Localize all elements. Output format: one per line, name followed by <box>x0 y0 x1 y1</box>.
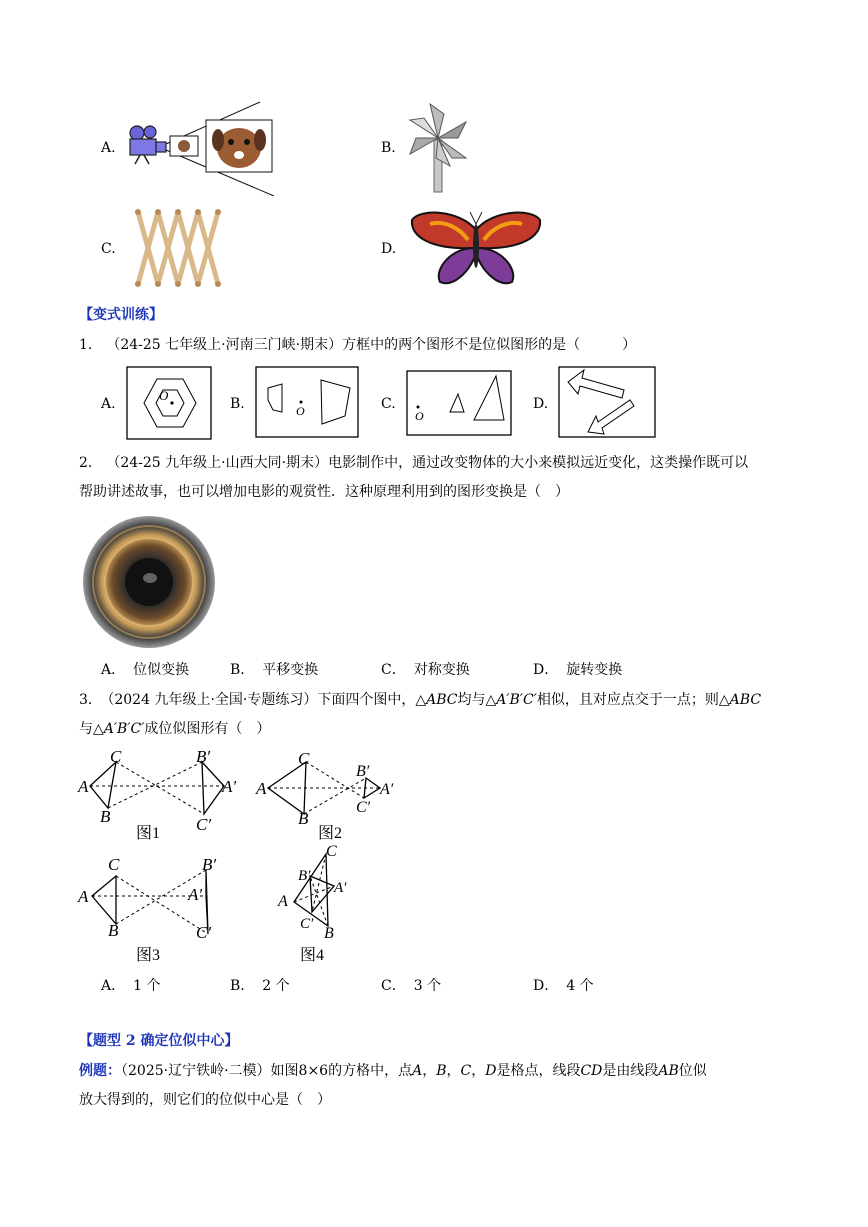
q3-line2 <box>79 718 270 740</box>
q3-abc4: △A′B′C′ <box>93 721 145 737</box>
example-segment-ab: AB <box>658 1063 679 1079</box>
q3-source: （2024 九年级上·全国·专题练习） <box>100 692 318 708</box>
fig3-label-b1: B′ <box>202 855 217 874</box>
q2-line2: 帮助讲述故事，也可以增加电影的观赏性．这种原理利用到的图形变换是（ ） <box>79 484 569 500</box>
q3-text-1a: 下面四个图中， <box>317 692 416 708</box>
q1-option-d: D. <box>533 396 549 412</box>
q3-opt-d-letter: D． <box>533 978 559 994</box>
q3-abc3: △ABC <box>718 692 762 708</box>
example-point-b: B <box>436 1063 447 1079</box>
fig2-label-b1: B′ <box>356 763 370 780</box>
q2-number: 2. <box>79 455 93 471</box>
q3-text-2a: 与 <box>79 721 93 737</box>
q2-opt-c-letter: C． <box>381 662 406 678</box>
variant-training-heading: 【变式训练】 <box>79 307 163 323</box>
q3-text-1c: 相似，且对应点交于一点；则 <box>536 692 719 708</box>
fig2-label-a: A <box>256 779 267 798</box>
q3-opt-b-letter: B． <box>230 978 255 994</box>
q2-opt-b-text: 平移变换 <box>262 662 319 678</box>
example-point-d: D <box>485 1063 497 1079</box>
q3-option-b <box>230 975 290 997</box>
q3-opt-a-text: 1 个 <box>133 978 161 994</box>
fig1-label-b1: B′ <box>196 748 211 766</box>
fig3-label-a1: A′ <box>188 885 203 904</box>
fig3-caption: 图3 <box>136 947 161 964</box>
fig2-label-c1: C′ <box>356 799 371 816</box>
q3-abc2: △A′B′C′ <box>485 692 537 708</box>
q3-opt-c-text: 3 个 <box>413 978 442 994</box>
camera-lens-image <box>80 514 218 650</box>
q2-text-1: 电影制作中，通过改变物体的大小来模拟远近变化，这类操作既可以 <box>328 455 749 471</box>
q3-figure-2 <box>254 748 404 844</box>
q1-figure-c <box>406 370 512 436</box>
q2-option-d <box>533 659 622 681</box>
fig4-label-a1: A′ <box>334 880 347 896</box>
q2-option-a <box>101 659 189 681</box>
camera-projection-image <box>126 100 276 196</box>
q2-opt-c-text: 对称变换 <box>413 662 470 678</box>
fig3-label-b: B <box>108 921 119 940</box>
option-c-letter: C. <box>101 241 116 257</box>
fig1-label-a1: A′ <box>222 777 237 796</box>
q2-opt-b-letter: B． <box>230 662 255 678</box>
example-text-1a: 如图 <box>270 1063 299 1079</box>
fig4-label-b: B <box>324 925 334 942</box>
option-b-letter: B. <box>381 140 396 156</box>
q1-number: 1. <box>79 337 93 353</box>
q3-figure-3 <box>76 852 236 966</box>
example-line2: 放大得到的，则它们的位似中心是（ ） <box>79 1092 331 1108</box>
q3-opt-c-letter: C． <box>381 978 406 994</box>
fig1-caption: 图1 <box>136 825 161 842</box>
lattice-rack-image <box>128 204 230 292</box>
example-line1: 例题：（2025·辽宁铁岭·二模）如图8×6的方格中，点A，B，C，D是格点，线段CD是由线段AB位似 <box>79 1063 707 1079</box>
fig1-label-c1: C′ <box>196 815 212 834</box>
fig3-label-c: C <box>108 855 120 874</box>
type2-heading: 【题型 2 确定位似中心】 <box>79 1033 239 1049</box>
q3-abc: △ABC <box>415 692 458 708</box>
q3-figure-1 <box>76 748 246 844</box>
q3-option-d <box>533 975 594 997</box>
q1-figure-d <box>558 366 656 438</box>
q1-figure-b <box>255 366 359 438</box>
fig3-label-a: A <box>78 887 89 906</box>
example-grid: 8×6 <box>298 1063 329 1079</box>
fig2-caption: 图2 <box>318 825 343 842</box>
q3-line1 <box>79 689 761 711</box>
q2-opt-d-text: 旋转变换 <box>566 662 623 678</box>
q1-label-o: O <box>159 388 169 403</box>
example-text-1e: 位似 <box>678 1063 707 1079</box>
example-text-1d: 是由线段 <box>602 1063 659 1079</box>
q3-number: 3. <box>79 692 93 708</box>
example-label: 例题： <box>79 1063 121 1079</box>
q3-option-a <box>101 975 160 997</box>
q2-opt-a-letter: A． <box>101 662 126 678</box>
fig4-label-b1: B′ <box>298 868 311 884</box>
q1-label-o-c: O <box>415 409 424 423</box>
option-a-letter: A. <box>101 140 116 156</box>
q1-option-c: C. <box>381 396 396 412</box>
q1-text: 方框中的两个图形不是位似图形的是（ ） <box>342 337 637 353</box>
fig3-label-c1: C′ <box>196 923 212 942</box>
fig2-label-b: B <box>298 809 309 828</box>
pinwheel-image <box>406 100 470 194</box>
q1-figure-a <box>126 366 212 440</box>
butterfly-image <box>410 210 542 286</box>
fig4-caption: 图4 <box>300 947 325 964</box>
q2-source: （24-25 九年级上·山西大同·期末） <box>106 455 329 471</box>
q3-opt-b-text: 2 个 <box>262 978 290 994</box>
q1-stem <box>79 334 636 356</box>
q1-label-o-b: O <box>296 404 305 418</box>
fig1-label-c: C <box>110 748 122 766</box>
q1-option-a: A. <box>101 396 116 412</box>
q2-option-c <box>381 659 470 681</box>
fig2-label-a1: A′ <box>380 781 394 798</box>
q2-opt-a-text: 位似变换 <box>133 662 190 678</box>
option-d-letter: D. <box>381 241 397 257</box>
example-point-a: A <box>412 1063 423 1079</box>
fig4-label-c1: C′ <box>300 916 314 932</box>
fig2-label-c: C <box>298 749 310 768</box>
fig1-label-a: A <box>78 777 89 796</box>
q2-line1 <box>79 452 748 474</box>
q3-opt-d-text: 4 个 <box>566 978 594 994</box>
fig4-label-a: A <box>278 893 288 910</box>
q2-option-b <box>230 659 318 681</box>
q3-option-c <box>381 975 441 997</box>
fig4-label-c: C <box>326 843 337 860</box>
q3-opt-a-letter: A． <box>101 978 126 994</box>
q2-opt-d-letter: D． <box>533 662 559 678</box>
q1-option-b: B. <box>230 396 245 412</box>
q3-text-2c: 成位似图形有（ ） <box>144 721 271 737</box>
fig1-label-b: B <box>100 807 111 826</box>
example-text-1b: 的方格中，点 <box>328 1063 413 1079</box>
q3-text-1b: 均与 <box>457 692 486 708</box>
example-point-c: C <box>460 1063 472 1079</box>
example-text-1c: 是格点，线段 <box>496 1063 581 1079</box>
q1-source: （24-25 七年级上·河南三门峡·期末） <box>106 337 343 353</box>
q3-figure-4 <box>270 840 390 966</box>
example-segment-cd: CD <box>580 1063 603 1079</box>
example-source: （2025·辽宁铁岭·二模） <box>121 1063 271 1079</box>
